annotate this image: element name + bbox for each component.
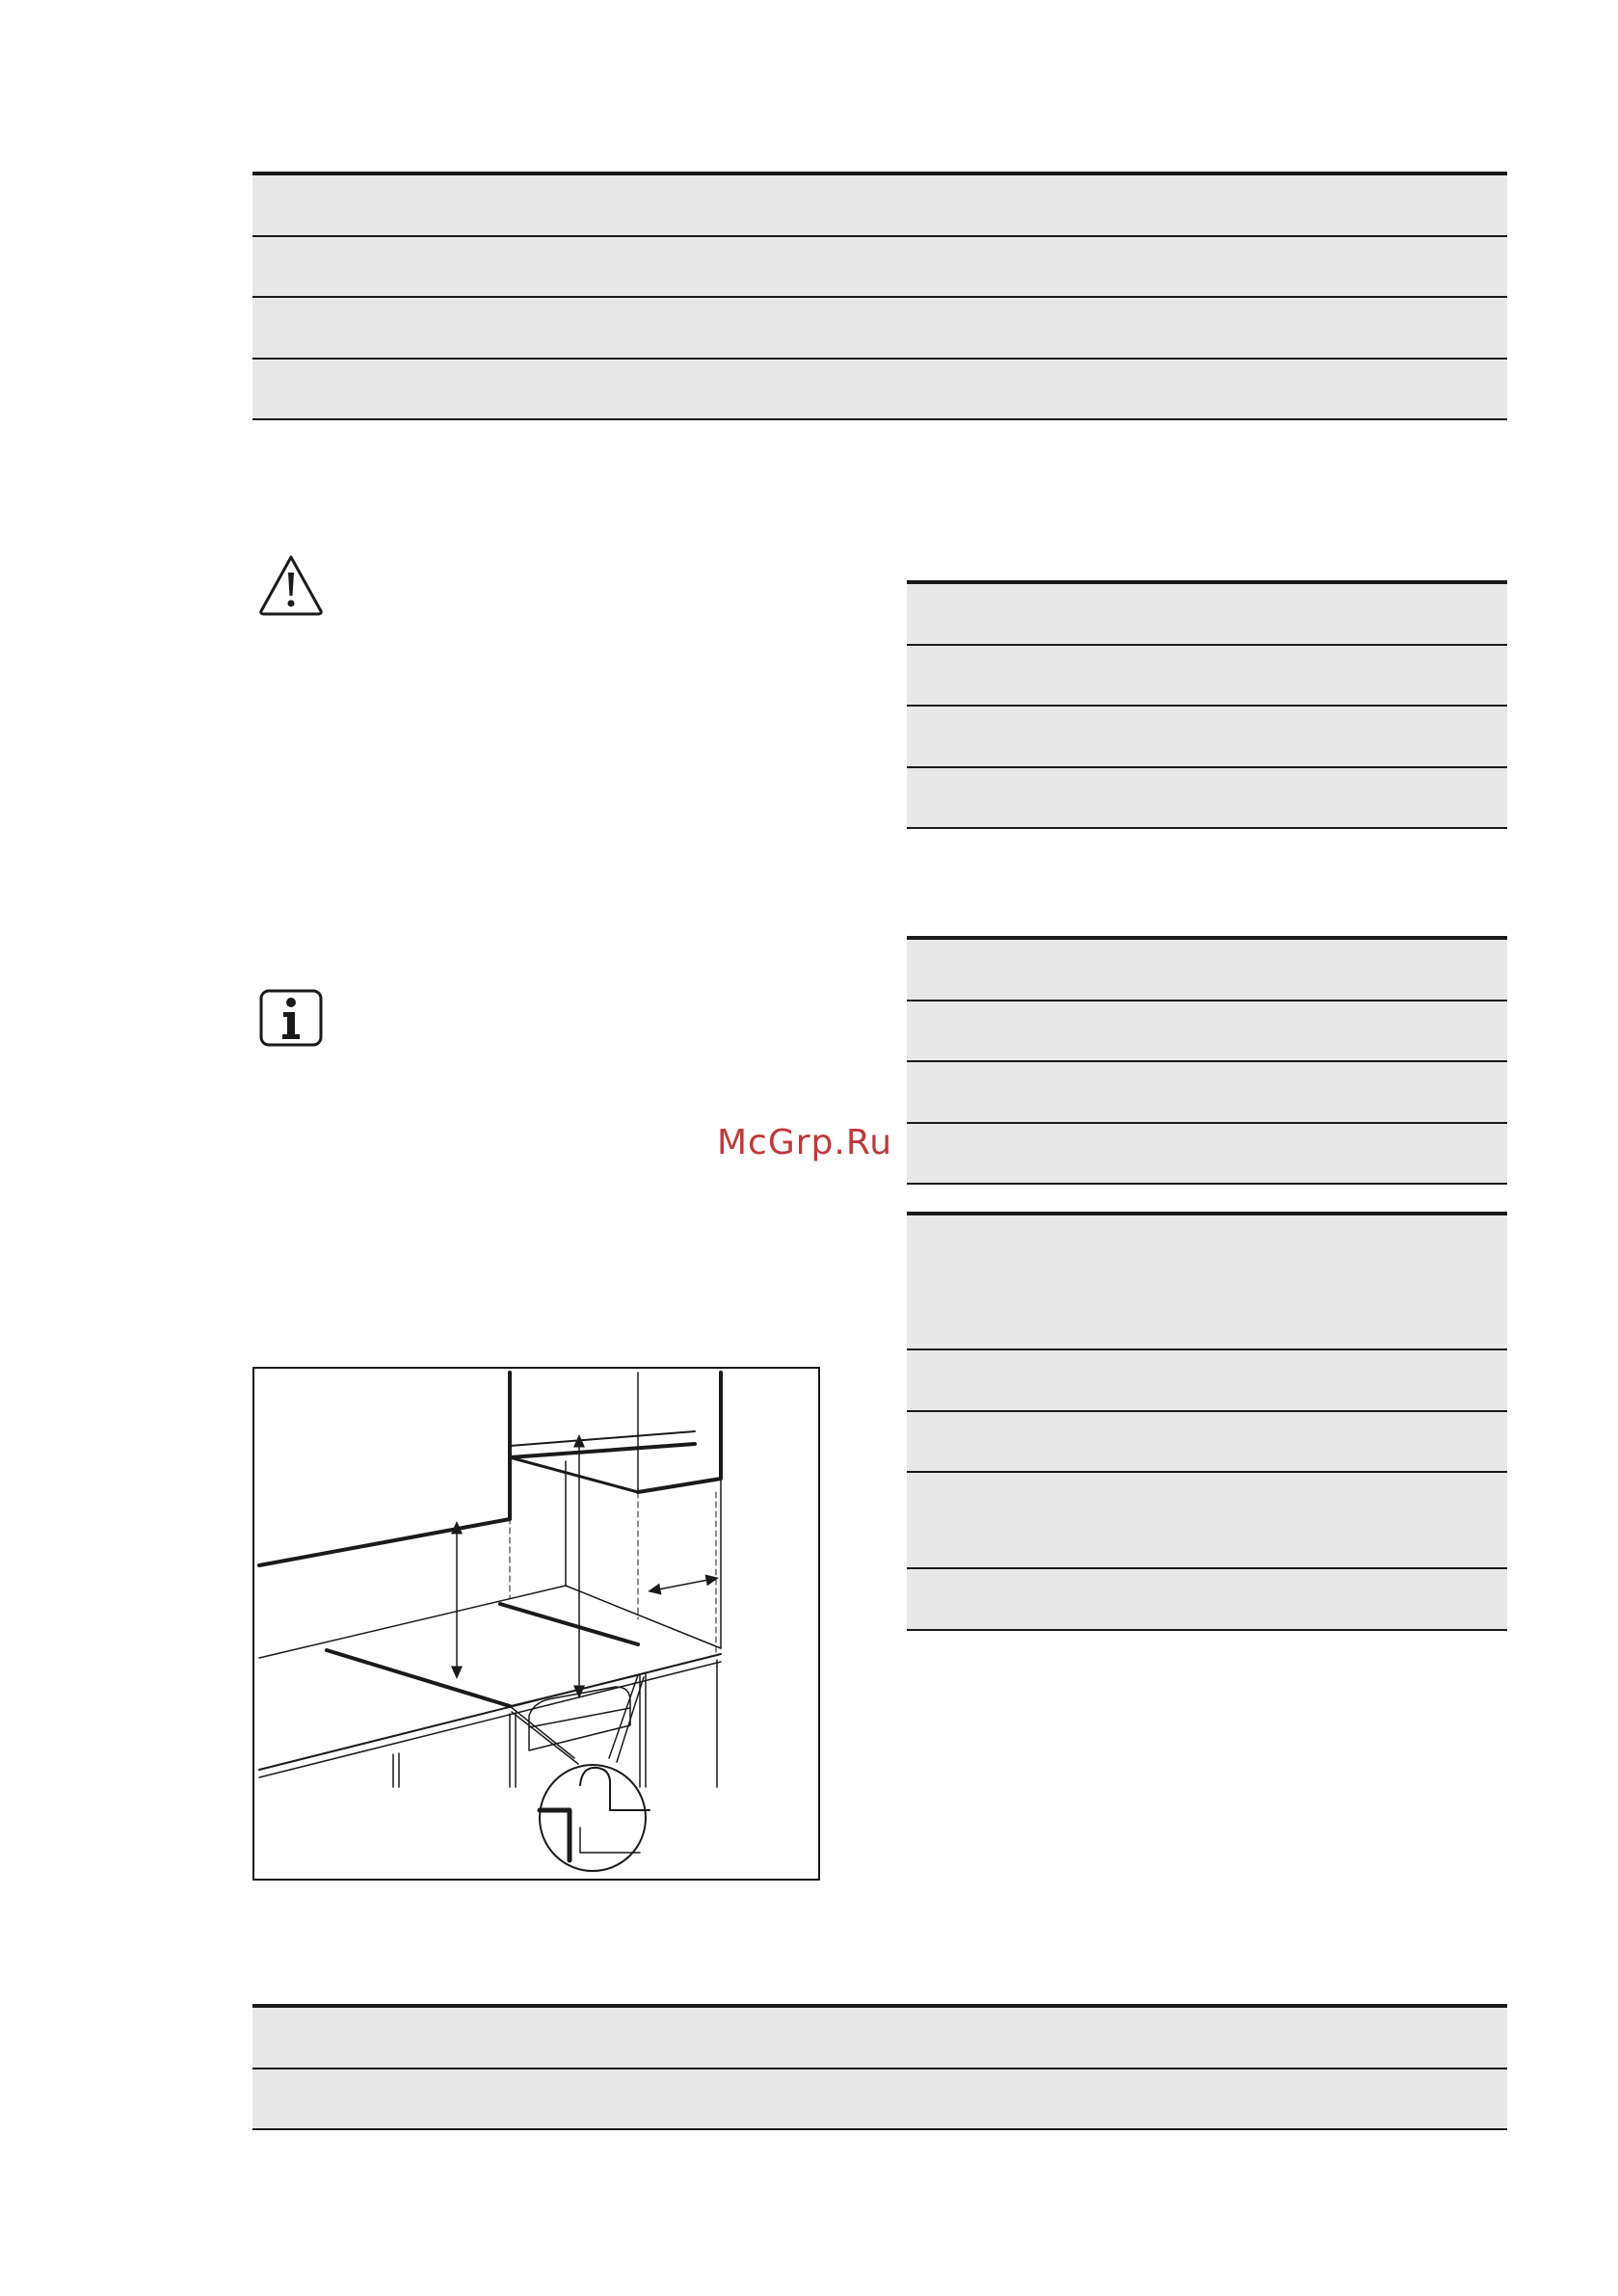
installation-diagram-drawing: [254, 1369, 818, 1879]
table-row: [907, 1412, 1507, 1474]
table-row: [252, 175, 1507, 237]
table-row: [907, 646, 1507, 707]
right-table-1: [907, 580, 1507, 829]
table-row: [907, 1001, 1507, 1063]
table-row: [907, 1124, 1507, 1186]
table-row: [907, 1569, 1507, 1631]
right-table-2: [907, 936, 1507, 1185]
detail-callout-circle: [540, 1765, 646, 1871]
table-row: [252, 2069, 1507, 2131]
table-row: [907, 1062, 1507, 1124]
hood-outline: [510, 1373, 695, 1446]
warning-triangle-icon: [257, 553, 325, 617]
table-row: [907, 1350, 1507, 1412]
watermark-text: McGrp.Ru: [717, 1123, 893, 1162]
left-wall-cabinet: [259, 1373, 510, 1565]
table-row: [252, 2008, 1507, 2069]
installation-diagram: [252, 1367, 820, 1881]
table-row: [252, 360, 1507, 421]
right-table-3: [907, 1212, 1507, 1631]
table-row: [907, 768, 1507, 830]
table-row: [907, 1215, 1507, 1350]
table-row: [907, 940, 1507, 1001]
table-row: [907, 584, 1507, 646]
bottom-table: [252, 2004, 1507, 2130]
table-row: [252, 298, 1507, 360]
table-row: [907, 1473, 1507, 1569]
depth-arrow-right: [653, 1579, 713, 1590]
top-table: [252, 172, 1507, 420]
hob-cutout: [327, 1650, 510, 1706]
table-row: [252, 237, 1507, 299]
worktop-back-edge: [259, 1586, 721, 1658]
worktop-front-edge: [259, 1654, 721, 1770]
table-row: [907, 707, 1507, 768]
info-icon: [258, 988, 324, 1048]
